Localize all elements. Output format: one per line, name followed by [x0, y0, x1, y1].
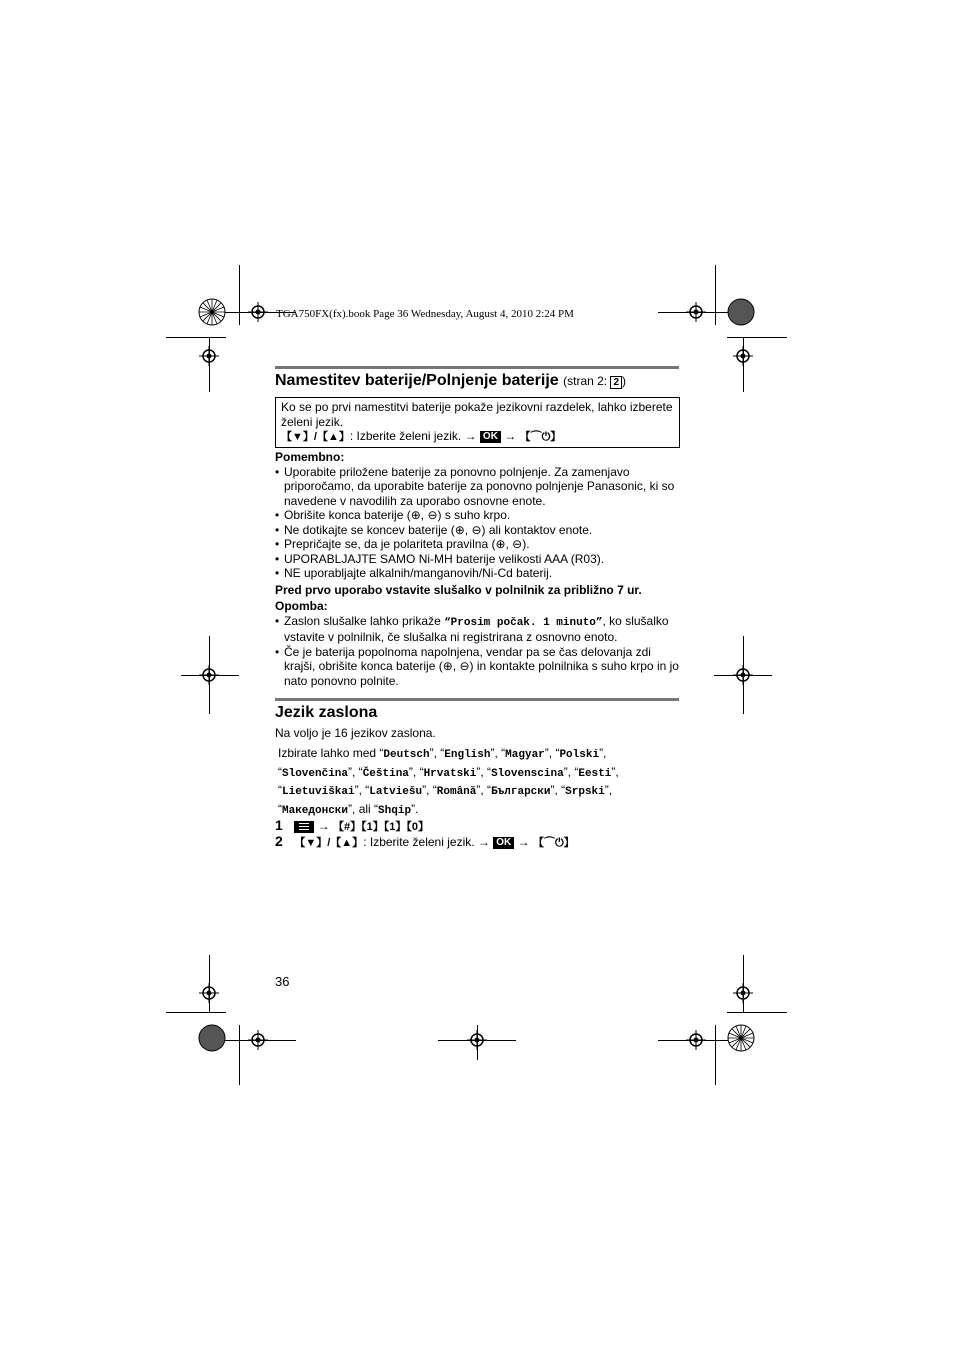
list-item: • Ne dotikajte se koncev baterije (⊕, ⊖) ali kontaktov enote. — [275, 523, 681, 538]
list-item: • Prepričajte se, da je polariteta pravilna (⊕, ⊖). — [275, 537, 681, 552]
important-section — [275, 450, 681, 688]
ok-button-icon: OK — [480, 431, 501, 443]
registration-mark-icon — [248, 302, 268, 322]
star-target-icon — [727, 1024, 755, 1052]
registration-mark-icon — [733, 983, 753, 1003]
off-key-icon: 【⌒⏻】 — [519, 431, 562, 443]
important-list — [275, 465, 681, 581]
gray-disc-icon — [198, 1024, 226, 1052]
book-info-header: TGA750FX(fx).book Page 36 Wednesday, August 4, 2010 2:24 PM — [276, 308, 574, 320]
registration-mark-icon — [733, 346, 753, 366]
registration-mark-icon — [248, 1030, 268, 1050]
registration-mark-icon — [467, 1030, 487, 1050]
list-item: • Zaslon slušalke lahko prikaže “Prosim počak. 1 minuto”, ko slušalko vstavite v polnilnik, če slušalka ni registrirana z osnovno enoto. — [275, 614, 681, 645]
off-key-icon: 【⌒⏻】 — [532, 837, 575, 849]
box-line1: Ko se po prvi namestitvi baterije pokaže jezikovni razdelek, lahko izberete — [281, 400, 673, 414]
section2-intro: Na voljo je 16 jezikov zaslona. — [275, 726, 436, 740]
list-item: • NE uporabljajte alkalnih/manganovih/Ni-Cd baterij. — [275, 566, 681, 581]
box-line2: želeni jezik. — [281, 414, 344, 429]
language-list: Izbirate lahko med “Deutsch”, “English”, “Magyar”, “Polski”, “Slovenčina”, “Čeština”, “Hrvatski”, “Slovenscina”, “Eesti”, “Lietuviškai”, “Latviešu”, “Română”, “Български”, “Srpski”, “Македонски”, ali “Shqip”. — [278, 746, 619, 817]
registration-mark-icon — [733, 665, 753, 685]
navigator-keys: 【▼】/【▲】 — [281, 431, 350, 443]
step-1: 1 → 【#】【1】【1】【0】 — [275, 817, 430, 833]
note-list — [275, 614, 681, 689]
language-info-box — [275, 397, 680, 448]
ok-button-icon: OK — [493, 837, 514, 849]
registration-mark-icon — [686, 1030, 706, 1050]
list-item: • Uporabite priložene baterije za ponovno polnjenje. Za zamenjavo priporočamo, da uporabite baterije za ponovno polnjenje Panasonic, ki so navedene v navodilih za uporabo osnovne enote. — [275, 465, 681, 509]
list-item: • Če je baterija popolnoma napolnjena, vendar pa se čas delovanja zdi krajši, obrišite konca baterije (⊕, ⊖) in kontakte polnilnika s suho krpo in jo nato ponovno polnite. — [275, 645, 681, 689]
registration-mark-icon — [199, 346, 219, 366]
charge-note: Pred prvo uporabo vstavite slušalko v polnilnik za približno 7 ur. — [275, 582, 642, 597]
list-item: • Obrišite konca baterije (⊕, ⊖) s suho krpo. — [275, 508, 681, 523]
registration-mark-icon — [686, 302, 706, 322]
box-instruction: 【▼】/【▲】: Izberite želeni jezik. → OK → 【⌒⏻】 — [281, 429, 562, 443]
important-label: Pomembno: — [275, 450, 345, 464]
gray-disc-icon — [727, 298, 755, 326]
navigator-keys: 【▼】/【▲】 — [294, 837, 364, 849]
star-target-icon — [198, 298, 226, 326]
note-label: Opomba: — [275, 599, 328, 613]
section2-title: Jezik zaslona — [275, 704, 378, 721]
section1-heading — [275, 372, 626, 390]
registration-mark-icon — [199, 665, 219, 685]
list-item: • UPORABLJAJTE SAMO Ni-MH baterije velikosti AAA (R03). — [275, 552, 681, 567]
section1-title: Namestitev baterije/Polnjenje baterije — [275, 372, 559, 389]
section-rule — [275, 698, 679, 701]
menu-key-icon — [294, 821, 314, 833]
registration-mark-icon — [199, 983, 219, 1003]
page-number: 36 — [275, 974, 290, 989]
step-2: 2 【▼】/【▲】: Izberite želeni jezik. → OK → 【⌒⏻】 — [275, 833, 575, 849]
section1-ref: (stran 2: 2 ) — [563, 374, 627, 388]
code-keys: 【#】【1】【1】【0】 — [333, 821, 430, 833]
section-rule — [275, 366, 679, 369]
